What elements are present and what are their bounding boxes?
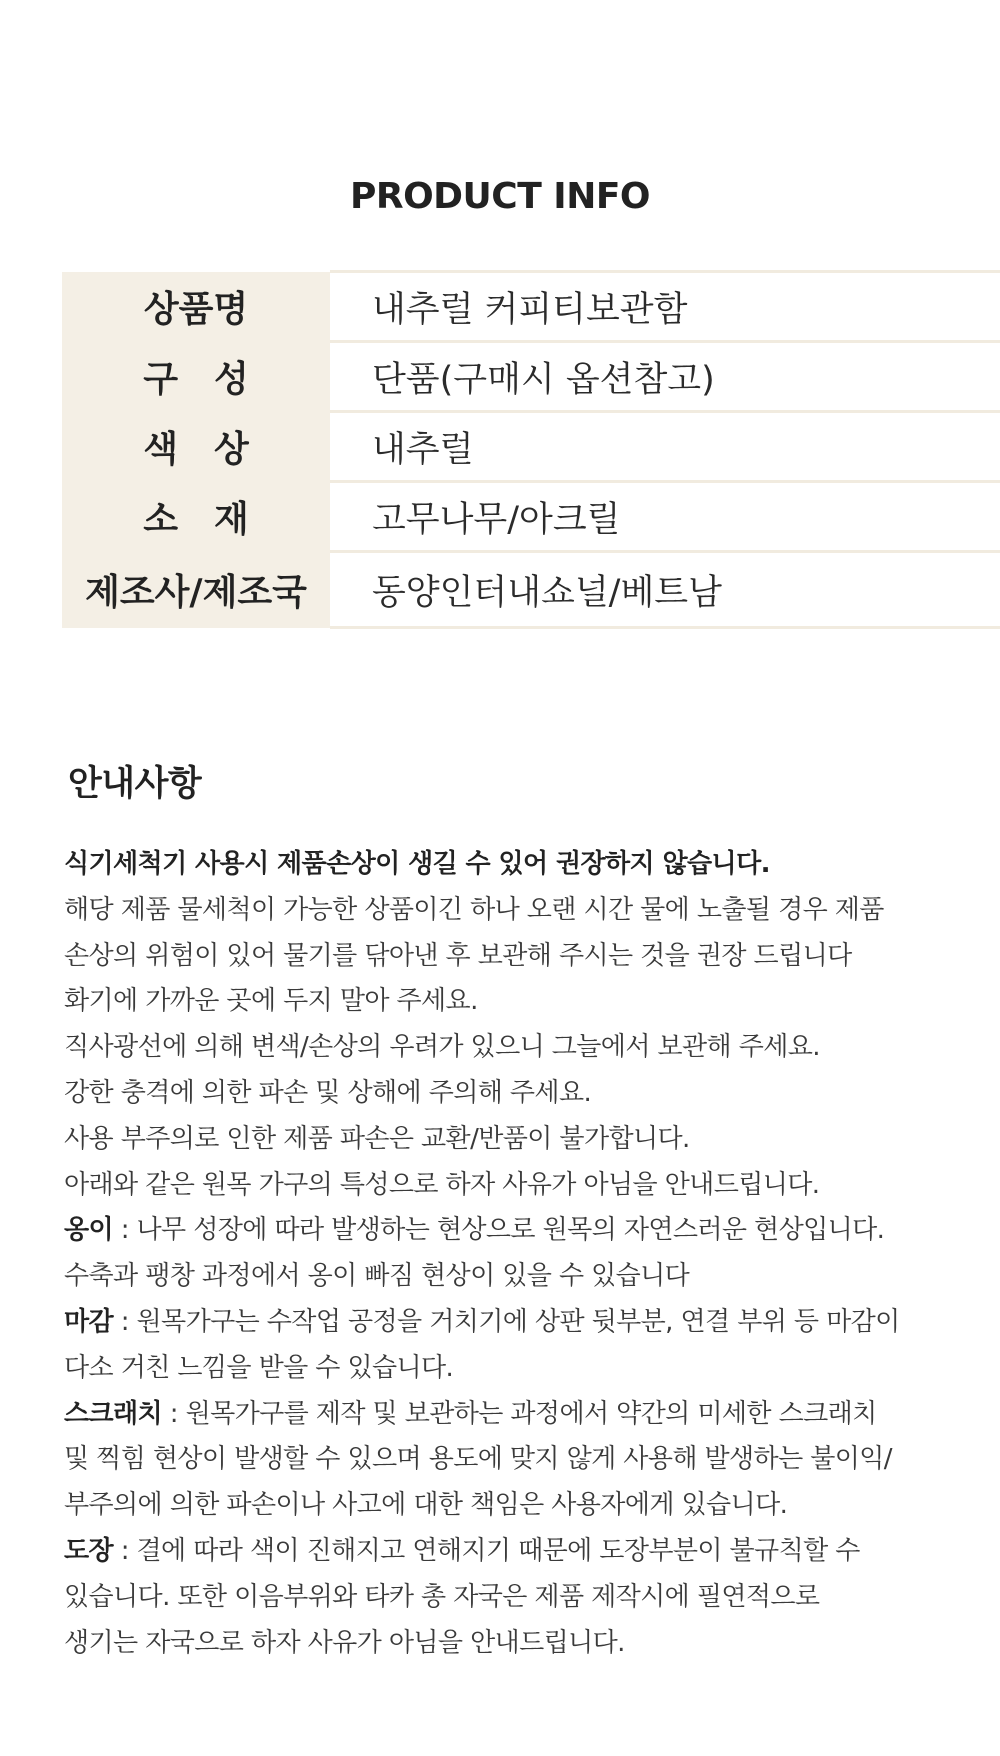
notice-section [64,756,984,1666]
info-value-color: 내추럴 [330,412,1000,482]
notice-line [64,1254,984,1300]
notice-text: 해당 제품 물세척이 가능한 상품이긴 하나 오랜 시간 물에 노출될 경우 제품 [64,894,884,925]
notice-line [64,1392,984,1438]
notice-heading: 안내사항 [68,764,202,804]
notice-text: 및 찍힘 현상이 발생할 수 있으며 용도에 맞지 않게 사용해 발생하는 불이익/ [64,1444,892,1475]
notice-text: : 원목가구를 제작 및 보관하는 과정에서 약간의 미세한 스크래치 [162,1398,877,1429]
product-info-row [62,412,1000,482]
info-value-material: 고무나무/아크릴 [330,482,1000,552]
notice-line [64,1529,984,1575]
notice-line [64,1117,984,1163]
notice-line [64,1437,984,1483]
notice-line [64,1163,984,1209]
notice-term: 식기세척기 사용시 제품손상이 생길 수 있어 권장하지 않습니다. [64,849,770,879]
info-label-composition: 구 성 [62,342,330,412]
notice-line [64,979,984,1025]
info-label-color: 색 상 [62,412,330,482]
notice-text: 직사광선에 의해 변색/손상의 우려가 있으니 그늘에서 보관해 주세요. [64,1032,820,1063]
notice-line [64,1575,984,1621]
notice-text: 사용 부주의로 인한 제품 파손은 교환/반품이 불가합니다. [64,1123,690,1154]
notice-term: 옹이 [64,1215,114,1246]
notice-text: 생기는 자국으로 하자 사유가 아님을 안내드립니다. [64,1627,625,1658]
notice-text: 수축과 팽창 과정에서 옹이 빠짐 현상이 있을 수 있습니다 [64,1261,690,1292]
notice-line [64,888,984,934]
info-label-material: 소 재 [62,482,330,552]
notice-text: 부주의에 의한 파손이나 사고에 대한 책임은 사용자에게 있습니다. [64,1490,788,1521]
notice-term: 스크래치 [64,1398,163,1429]
page-title: PRODUCT INFO [349,176,651,218]
notice-text: : 원목가구는 수작업 공정을 거치기에 상판 뒷부분, 연결 부위 등 마감이 [113,1306,900,1337]
info-value-manufacturer: 동양인터내쇼널/베트남 [330,552,1000,628]
notice-text: : 결에 따라 색이 진해지고 연해지기 때문에 도장부분이 불규칙할 수 [113,1535,860,1566]
notice-line [64,1621,984,1667]
product-info-row [62,552,1000,628]
product-info-row [62,482,1000,552]
notice-text: 화기에 가까운 곳에 두지 말아 주세요. [64,986,478,1017]
notice-line [64,1300,984,1346]
notice-text: 다소 거친 느낌을 받을 수 있습니다. [64,1352,454,1383]
product-info-row [62,342,1000,412]
info-value-product-name: 내추럴 커피티보관함 [330,272,1000,342]
notice-text: 강한 충격에 의한 파손 및 상해에 주의해 주세요. [64,1077,592,1108]
notice-text: 손상의 위험이 있어 물기를 닦아낸 후 보관해 주시는 것을 권장 드립니다 [64,940,852,971]
notice-term: 도장 [64,1535,114,1566]
notice-line [64,1346,984,1392]
info-label-product-name: 상품명 [62,272,330,342]
notice-line [64,842,984,888]
notice-text: 아래와 같은 원목 가구의 특성으로 하자 사유가 아님을 안내드립니다. [64,1169,820,1200]
notice-line [64,1208,984,1254]
info-value-composition: 단품(구매시 옵션참고) [330,342,1000,412]
notice-line [64,934,984,980]
product-info-table [62,270,1000,629]
notice-line [64,1025,984,1071]
notice-list [64,842,984,1666]
product-info-row [62,272,1000,342]
notice-line [64,1071,984,1117]
info-label-manufacturer: 제조사/제조국 [62,552,330,628]
notice-line [64,1483,984,1529]
notice-text: 있습니다. 또한 이음부위와 타카 총 자국은 제품 제작시에 필연적으로 [64,1581,820,1612]
notice-term: 마감 [64,1306,114,1337]
notice-text: : 나무 성장에 따라 발생하는 현상으로 원목의 자연스러운 현상입니다. [113,1215,885,1246]
